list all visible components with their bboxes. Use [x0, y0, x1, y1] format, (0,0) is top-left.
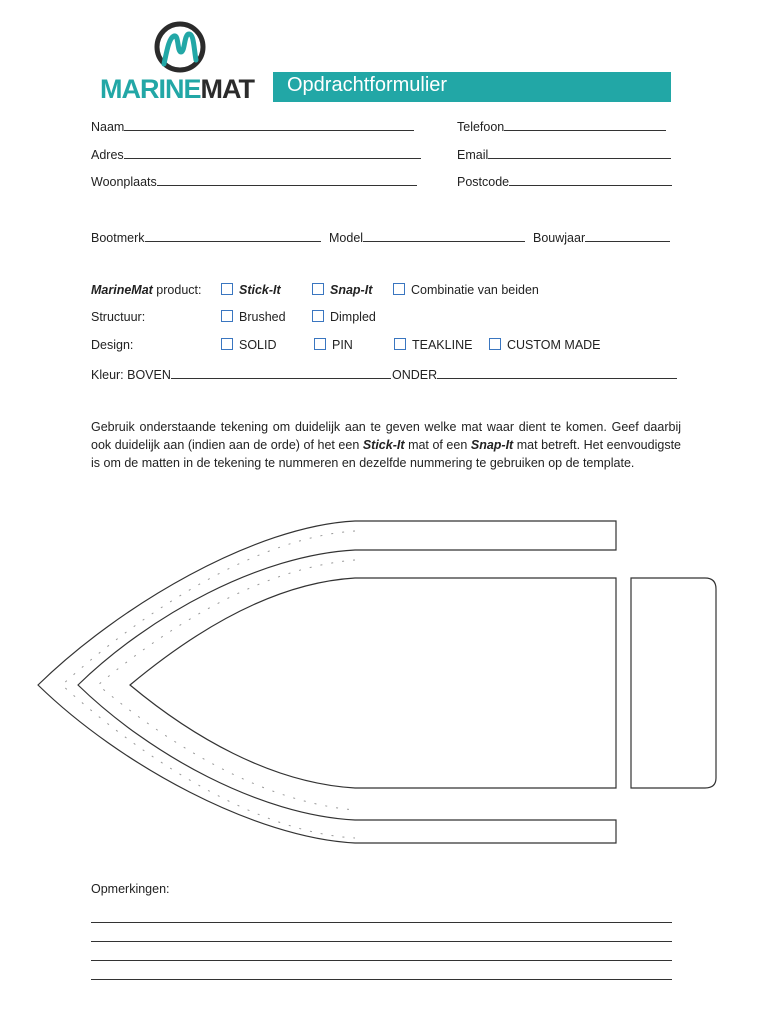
- outer-bow-mat[interactable]: [38, 521, 616, 843]
- solid-checkbox[interactable]: [221, 338, 233, 350]
- brushed-option[interactable]: [221, 310, 286, 324]
- snap-it-label: Snap-It: [330, 283, 373, 297]
- marinemat-logo-icon: [150, 20, 210, 76]
- custom-made-checkbox[interactable]: [489, 338, 501, 350]
- instructions-part3: mat betreft. Het eenvoudigste is om de matten in de tekening te nummeren en dezelfde nummering te gebruiken op de template.: [91, 438, 681, 470]
- outer-mat-stitch-line: [62, 531, 355, 838]
- email-label: Email: [457, 148, 489, 162]
- product-label: [91, 283, 201, 297]
- kleur-onder-line[interactable]: [437, 366, 677, 379]
- bouwjaar-label: Bouwjaar: [533, 231, 586, 245]
- brand-mat: MAT: [200, 74, 254, 104]
- instructions-stick-it: Stick-It: [362, 438, 405, 452]
- kleur-boven-label: Kleur: BOVEN: [91, 368, 171, 382]
- inner-mat-stitch-line: [98, 560, 355, 810]
- woonplaats-field[interactable]: [91, 173, 417, 189]
- bouwjaar-field[interactable]: [533, 229, 670, 245]
- product-label-text: product:: [152, 283, 202, 297]
- instructions-part1: Gebruik onderstaande tekening om duidelijk aan te geven welke mat waar dient te komen. Geef daarbij ook duidelijk aan (indien aan de orde) of het een: [91, 420, 681, 452]
- product-brand: MarineMat: [91, 283, 153, 297]
- bootmerk-label: Bootmerk: [91, 231, 145, 245]
- solid-label: SOLID: [239, 338, 277, 352]
- kleur-boven-line[interactable]: [171, 366, 391, 379]
- design-label: Design:: [91, 338, 134, 352]
- email-line[interactable]: [488, 146, 671, 159]
- model-label: Model: [329, 231, 364, 245]
- form-title: Opdrachtformulier: [287, 74, 448, 96]
- pin-option[interactable]: [314, 338, 353, 352]
- telefoon-label: Telefoon: [457, 120, 505, 134]
- adres-field[interactable]: [91, 146, 421, 162]
- model-field[interactable]: [329, 229, 525, 245]
- postcode-field[interactable]: [457, 173, 672, 189]
- structuur-label: Structuur:: [91, 310, 146, 324]
- combinatie-option[interactable]: [393, 283, 539, 297]
- pin-checkbox[interactable]: [314, 338, 326, 350]
- brushed-label: Brushed: [239, 310, 286, 324]
- instructions-part2: mat of een: [404, 438, 471, 452]
- dimpled-option[interactable]: [312, 310, 376, 324]
- bootmerk-field[interactable]: [91, 229, 321, 245]
- custom-made-option[interactable]: [489, 338, 601, 352]
- stern-mat[interactable]: [631, 578, 716, 788]
- postcode-label: Postcode: [457, 175, 510, 189]
- telefoon-field[interactable]: [457, 118, 666, 134]
- kleur-boven-field[interactable]: [91, 366, 391, 382]
- remarks-line-4[interactable]: [91, 979, 672, 980]
- snap-it-checkbox[interactable]: [312, 283, 324, 295]
- dimpled-checkbox[interactable]: [312, 310, 324, 322]
- naam-label: Naam: [91, 120, 125, 134]
- bootmerk-line[interactable]: [145, 229, 321, 242]
- stick-it-label: Stick-It: [239, 283, 281, 297]
- kleur-onder-field[interactable]: [392, 366, 677, 382]
- combinatie-checkbox[interactable]: [393, 283, 405, 295]
- email-field[interactable]: [457, 146, 671, 162]
- kleur-onder-label: ONDER: [392, 368, 438, 382]
- brushed-checkbox[interactable]: [221, 310, 233, 322]
- remarks-line-1[interactable]: [91, 922, 672, 923]
- stick-it-option[interactable]: [221, 283, 281, 297]
- woonplaats-line[interactable]: [157, 173, 417, 186]
- teakline-checkbox[interactable]: [394, 338, 406, 350]
- stick-it-checkbox[interactable]: [221, 283, 233, 295]
- solid-option[interactable]: [221, 338, 277, 352]
- brand-wordmark: [100, 74, 254, 105]
- telefoon-line[interactable]: [504, 118, 666, 131]
- instructions-snap-it: Snap-It: [470, 438, 514, 452]
- remarks-label: Opmerkingen:: [91, 882, 170, 896]
- remarks-line-3[interactable]: [91, 960, 672, 961]
- postcode-line[interactable]: [509, 173, 672, 186]
- teakline-label: TEAKLINE: [412, 338, 473, 352]
- remarks-line-2[interactable]: [91, 941, 672, 942]
- woonplaats-label: Woonplaats: [91, 175, 157, 189]
- naam-line[interactable]: [124, 118, 414, 131]
- naam-field[interactable]: [91, 118, 414, 134]
- boat-deck-drawing: [0, 500, 770, 860]
- combinatie-label: Combinatie van beiden: [411, 283, 539, 297]
- adres-label: Adres: [91, 148, 124, 162]
- inner-bow-mat[interactable]: [130, 578, 616, 788]
- bouwjaar-line[interactable]: [585, 229, 670, 242]
- dimpled-label: Dimpled: [330, 310, 376, 324]
- teakline-option[interactable]: [394, 338, 472, 352]
- custom-made-label: CUSTOM MADE: [507, 338, 601, 352]
- model-line[interactable]: [363, 229, 525, 242]
- adres-line[interactable]: [124, 146, 421, 159]
- title-bar: [273, 72, 671, 102]
- instructions-text: [91, 418, 681, 472]
- brand-marine: MARINE: [100, 74, 201, 104]
- snap-it-option[interactable]: [312, 283, 372, 297]
- pin-label: PIN: [332, 338, 353, 352]
